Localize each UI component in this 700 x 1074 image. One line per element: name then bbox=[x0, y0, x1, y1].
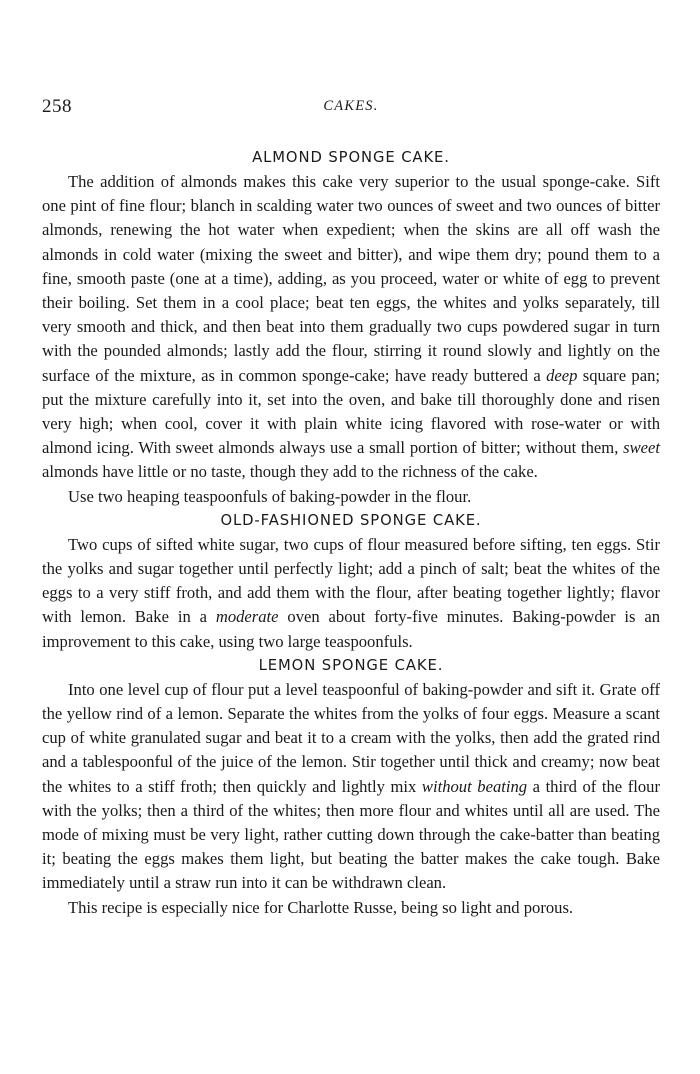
italic-text-run: without beating bbox=[421, 776, 528, 796]
text-run: Use two heaping teaspoonfuls of baking-powder in the flour. bbox=[68, 486, 472, 506]
italic-text-run: sweet bbox=[623, 438, 660, 458]
text-run: This recipe is especially nice for Charlotte Russe, being so light and porous. bbox=[68, 897, 574, 917]
text-run: a third of the flour with the yolks; then a third of the whites; then more flour and whites until all are used. The mode of mixing must be very light, rather cutting down through the cake-batter than beating it; beating the eggs makes them light, but beating the batter makes the cake tough. Bake immediately until a straw run into it can be withdrawn clean. bbox=[42, 776, 660, 893]
text-run: oven about forty-five minutes. Baking-powder is an improvement to this cake, using two large teaspoonfuls. bbox=[42, 607, 660, 651]
recipe-paragraph-almond-1 bbox=[42, 170, 660, 485]
text-run: Into one level cup of flour put a level teaspoonful of baking-powder and sift it. Grate off the yellow rind of a lemon. Separate the whites from the yolks of four eggs. Measure a scant cup of white granulated sugar and beat it to a cream with the yolks, then add the grated rind and a tablespoonful of the juice of the lemon. Stir together until thick and creamy; now beat the whites to a stiff froth; then quickly and lightly mix bbox=[42, 679, 660, 796]
page-number: 258 bbox=[42, 96, 72, 117]
page-content bbox=[42, 146, 660, 920]
recipe-paragraph-lemon-1 bbox=[42, 678, 660, 896]
running-title: CAKES. bbox=[323, 98, 379, 114]
italic-text-run: deep bbox=[546, 365, 578, 385]
recipe-paragraph-old-fashioned-1 bbox=[42, 533, 660, 654]
text-run: almonds have little or no taste, though they add to the richness of the cake. bbox=[42, 462, 538, 482]
text-run: The addition of almonds makes this cake very superior to the usual sponge-cake. Sift one pint of fine flour; blanch in scalding water two ounces of sweet and two ounces of bitter almonds, renewing the hot water when expedient; when the skins are all off wash the almonds in cold water (mixing the sweet and bitter), and wipe them dry; pound them to a fine, smooth paste (one at a time), adding, as you proceed, water or white of egg to prevent their boiling. Set them in a cool place; beat ten eggs, the whites and yolks separately, till very smooth and thick, and then beat into them gradually two cups powdered sugar in turn with the pounded almonds; lastly add the flour, stirring it round slowly and lightly on the surface of the mixture, as in common sponge-cake; have ready buttered a bbox=[42, 172, 660, 385]
recipe-paragraph-lemon-2 bbox=[42, 896, 660, 920]
recipe-paragraph-almond-2 bbox=[42, 485, 660, 509]
recipe-title-almond-sponge-cake: ALMOND SPONGE CAKE. bbox=[252, 149, 450, 166]
text-run: square pan; put the mixture carefully into it, set into the oven, and bake till thoroughly done and risen very high; when cool, cover it with plain white icing flavored with rose-water or with almond icing. With sweet almonds always use a small portion of bitter; without them, bbox=[42, 365, 660, 458]
recipe-title-old-fashioned-sponge-cake: OLD-FASHIONED SPONGE CAKE. bbox=[220, 511, 482, 529]
italic-text-run: moderate bbox=[215, 607, 279, 627]
text-run: Two cups of sifted white sugar, two cups of flour measured before sifting, ten eggs. Stir the yolks and sugar together until perfectly light; add a pinch of salt; beat the whites of the eggs to a very stiff froth, and add them with the flour, after beating together lightly; flavor with lemon. Bake in a bbox=[42, 534, 660, 627]
recipe-title-lemon-sponge-cake: LEMON SPONGE CAKE. bbox=[258, 656, 444, 674]
running-head bbox=[42, 96, 660, 120]
